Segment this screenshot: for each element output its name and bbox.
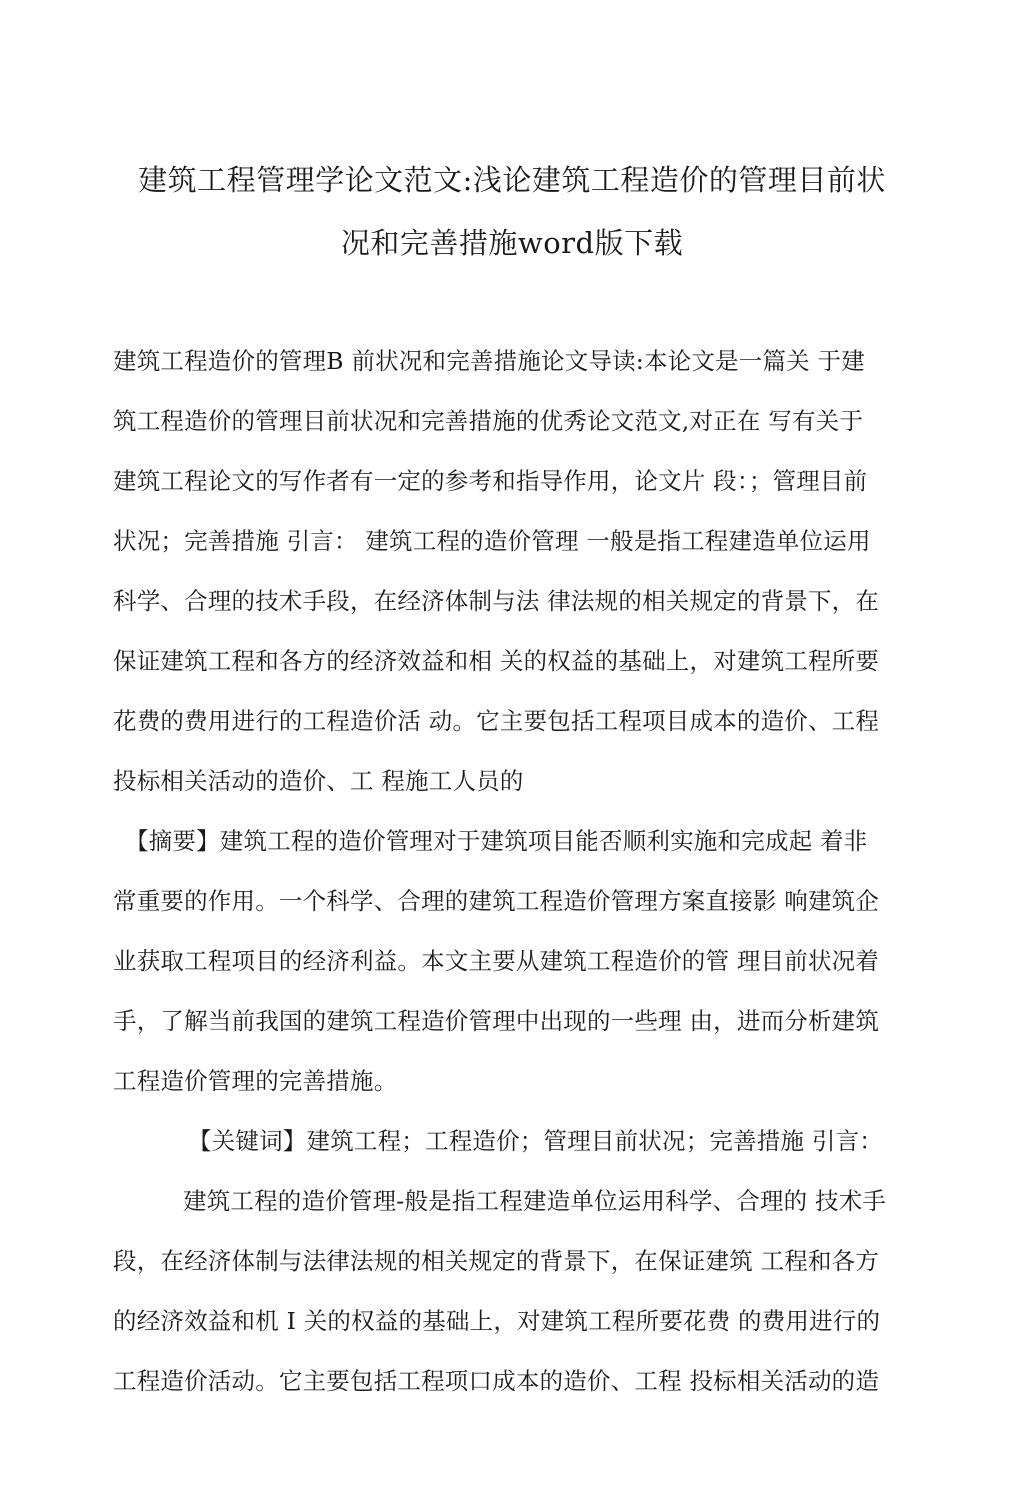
body-line: 投标相关活动的造价、工 程施工人员的	[113, 767, 524, 795]
abstract-line: 常重要的作用。一个科学、合理的建筑工程造价管理方案直接影 响建筑企	[113, 887, 880, 915]
intro-line: 的经济效益和机 I 关的权益的基础上，对建筑工程所要花费 的费用进行的	[113, 1307, 881, 1335]
abstract-line: 业获取工程项目的经济利益。本文主要从建筑工程造价的管 理目前状况着	[113, 947, 880, 975]
intro-line: 建筑工程的造价管理-般是指工程建造单位运用科学、合理的 技术手	[183, 1187, 887, 1215]
body-line: 状况；完善措施 引言： 建筑工程的造价管理 一般是指工程建造单位运用	[113, 527, 871, 555]
body-line: 科学、合理的技术手段，在经济体制与法 律法规的相关规定的背景下，在	[113, 587, 880, 615]
intro-line: 工程造价活动。它主要包括工程项口成本的造价、工程 投标相关活动的造	[113, 1367, 880, 1395]
body-line: 筑工程造价的管理目前状况和完善措施的优秀论文范文,对正在 写有关于	[113, 407, 864, 435]
body-line: 建筑工程造价的管理B 前状况和完善措施论文导读:本论文是一篇关 于建	[113, 347, 865, 375]
document-title-line-2: 况和完善措施word版下载	[340, 226, 684, 260]
body-line: 保证建筑工程和各方的经济效益和相 关的权益的基础上，对建筑工程所要	[113, 647, 880, 675]
document-title-line-1: 建筑工程管理学论文范文:浅论建筑工程造价的管理目前状	[138, 163, 886, 197]
abstract-line: 【摘要】建筑工程的造价管理对于建筑项目能否顺利实施和完成起 着非	[125, 827, 868, 855]
abstract-line: 工程造价管理的完善措施。	[113, 1067, 398, 1095]
keywords-line: 【关键词】建筑工程；工程造价；管理目前状况；完善措施 引言：	[188, 1127, 883, 1155]
abstract-line: 手，了解当前我国的建筑工程造价管理中出现的一些理 由，进而分析建筑	[113, 1007, 880, 1035]
body-line: 花费的费用进行的工程造价活 动。它主要包括工程项目成本的造价、工程	[113, 707, 880, 735]
intro-line: 段，在经济体制与法律法规的相关规定的背景下，在保证建筑 工程和各方	[113, 1247, 880, 1275]
body-line: 建筑工程论文的写作者有一定的参考和指导作用，论文片 段：；管理目前	[113, 467, 868, 495]
